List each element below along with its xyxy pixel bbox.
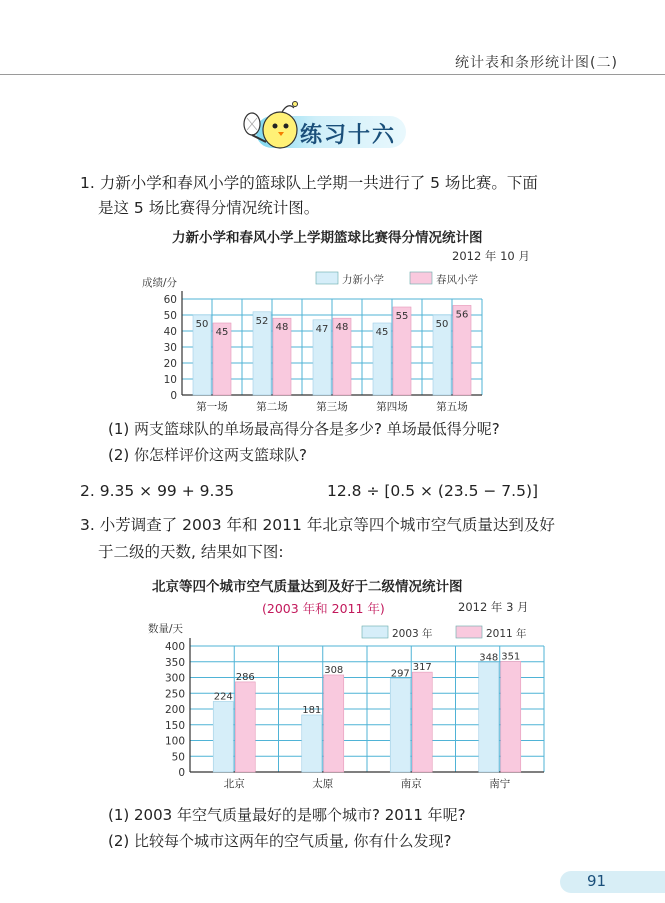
bar-value-label: 47 xyxy=(315,323,329,335)
legend-label: 春风小学 xyxy=(436,274,478,286)
y-tick-label: 50 xyxy=(163,310,177,322)
legend-swatch-a xyxy=(362,626,388,638)
x-tick-label: 南宁 xyxy=(489,778,511,790)
y-tick-label: 200 xyxy=(164,704,185,716)
bar-a xyxy=(479,662,499,772)
bar-value-label: 48 xyxy=(335,322,349,334)
q2-expr1: 2. 9.35 × 99 + 9.35 xyxy=(80,482,235,500)
y-tick-label: 40 xyxy=(163,326,177,338)
x-tick-label: 第三场 xyxy=(316,401,348,413)
q1-sub1: (1) 两支篮球队的单场最高得分各是多少? 单场最低得分呢? xyxy=(108,420,500,438)
legend-swatch-b xyxy=(456,626,482,638)
x-tick-label: 第二场 xyxy=(256,401,288,413)
bar-value-label: 52 xyxy=(255,315,269,327)
bar-value-label: 308 xyxy=(324,664,344,676)
chart2-title: 北京等四个城市空气质量达到及好于二级情况统计图 xyxy=(152,579,463,595)
bar-value-label: 297 xyxy=(390,668,410,680)
chart2-subtitle: (2003 年和 2011 年) xyxy=(262,601,385,616)
chart1-date: 2012 年 10 月 xyxy=(452,249,530,263)
bar-value-label: 55 xyxy=(395,311,409,322)
y-tick-label: 30 xyxy=(163,342,177,354)
y-axis-title: 数量/天 xyxy=(148,623,184,635)
legend-label: 力新小学 xyxy=(342,274,384,286)
y-tick-label: 50 xyxy=(171,751,185,764)
section-header: 统计表和条形统计图(二) xyxy=(455,55,618,71)
bar-value-label: 50 xyxy=(435,319,449,330)
chart2-air-quality-chart xyxy=(140,614,550,794)
bar-value-label: 351 xyxy=(501,651,521,663)
q2-expr2: 12.8 ÷ [0.5 × (23.5 − 7.5)] xyxy=(327,482,539,500)
y-tick-label: 0 xyxy=(178,767,185,779)
x-tick-label: 北京 xyxy=(223,778,245,790)
chart1-title: 力新小学和春风小学上学期篮球比赛得分情况统计图 xyxy=(172,230,483,246)
q1-sub2: (2) 你怎样评价这两支篮球队? xyxy=(108,446,307,464)
y-tick-label: 300 xyxy=(164,672,185,685)
bar-value-label: 317 xyxy=(412,662,432,674)
bar-value-label: 348 xyxy=(479,652,499,664)
y-tick-label: 100 xyxy=(164,735,185,748)
bar-b xyxy=(412,672,432,772)
bar-value-label: 45 xyxy=(375,327,389,338)
bar-value-label: 224 xyxy=(213,691,233,703)
x-tick-label: 第五场 xyxy=(436,401,468,413)
legend-swatch-a xyxy=(316,272,338,284)
legend-swatch-b xyxy=(410,272,432,284)
bar-a xyxy=(213,701,233,772)
y-tick-label: 250 xyxy=(164,688,185,701)
bar-value-label: 286 xyxy=(235,671,255,683)
page-number-bar xyxy=(560,871,665,893)
page-number: 91 xyxy=(587,872,607,890)
y-axis-title: 成绩/分 xyxy=(142,277,178,289)
bar-b xyxy=(235,682,255,772)
y-tick-label: 350 xyxy=(164,656,185,669)
x-tick-label: 南京 xyxy=(400,778,422,790)
header-divider xyxy=(0,74,665,75)
bar-b xyxy=(501,661,521,772)
y-tick-label: 150 xyxy=(164,719,185,732)
q3-text-line2: 于二级的天数, 结果如下图: xyxy=(98,543,284,561)
bar-value-label: 56 xyxy=(455,309,469,321)
q1-text-line2: 是这 5 场比赛得分情况统计图。 xyxy=(98,199,320,217)
x-tick-label: 第四场 xyxy=(376,401,408,413)
bar-value-label: 45 xyxy=(215,327,229,338)
y-tick-label: 0 xyxy=(170,390,177,402)
chart2-date: 2012 年 3 月 xyxy=(458,600,529,614)
bar-a xyxy=(390,678,410,772)
bar-b xyxy=(324,675,344,772)
q3-text-line1: 3. 小芳调查了 2003 年和 2011 年北京等四个城市空气质量达到及好 xyxy=(80,516,555,534)
y-tick-label: 60 xyxy=(163,294,177,306)
x-tick-label: 第一场 xyxy=(196,401,228,413)
chick-mascot-icon xyxy=(238,98,308,154)
bar-a xyxy=(302,715,322,772)
exercise-title: 练习十六 xyxy=(300,123,397,148)
x-tick-label: 太原 xyxy=(312,778,334,790)
bar-value-label: 48 xyxy=(275,322,289,334)
chart1-score-chart xyxy=(130,264,490,414)
q3-sub1: (1) 2003 年空气质量最好的是哪个城市? 2011 年呢? xyxy=(108,806,466,824)
y-tick-label: 10 xyxy=(163,374,177,386)
q1-text-line1: 1. 力新小学和春风小学的篮球队上学期一共进行了 5 场比赛。下面 xyxy=(80,174,538,192)
legend-label: 2003 年 xyxy=(392,628,433,640)
legend-label: 2011 年 xyxy=(486,628,527,640)
y-tick-label: 400 xyxy=(164,641,185,653)
q3-sub2: (2) 比较每个城市这两年的空气质量, 你有什么发现? xyxy=(108,832,452,850)
bar-value-label: 181 xyxy=(302,704,322,716)
y-tick-label: 20 xyxy=(163,358,177,370)
bar-value-label: 50 xyxy=(195,319,209,330)
